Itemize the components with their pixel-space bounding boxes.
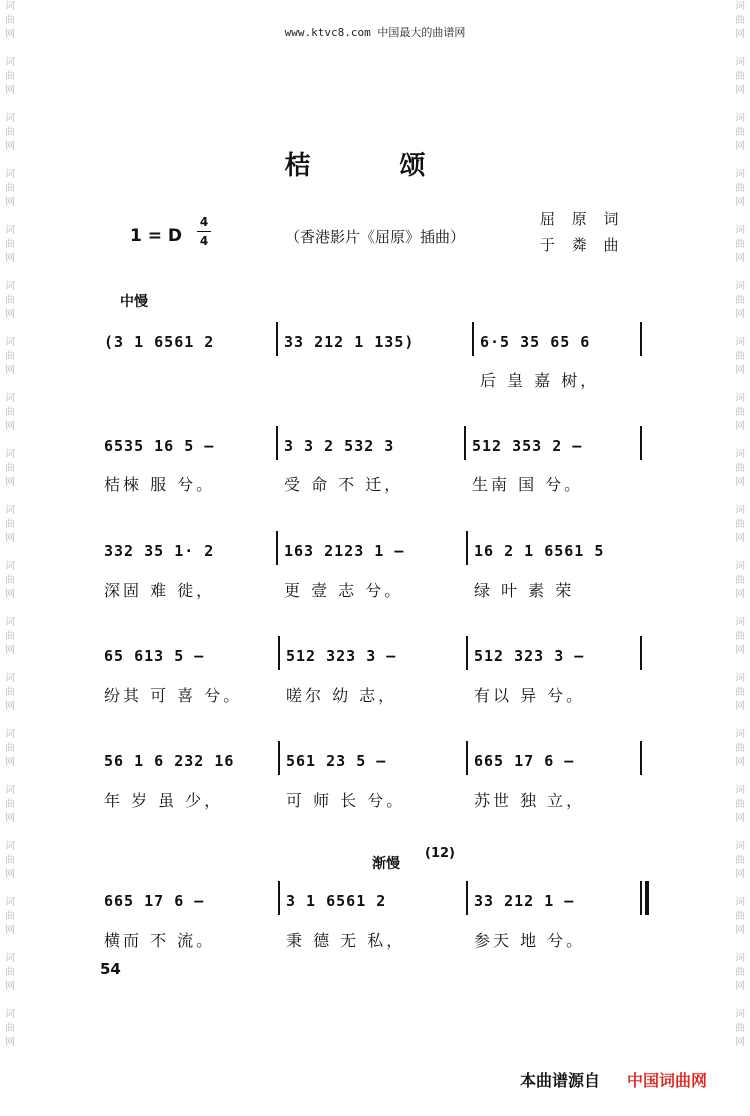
system-6-measure-1: 665 17 6 —	[104, 892, 205, 910]
system-4-measure-3: 512 323 3 —	[474, 647, 585, 665]
barline	[466, 881, 468, 915]
watermark-text: 词 曲 网	[5, 393, 15, 432]
watermark-text: 词 曲 网	[5, 337, 15, 376]
system-2-lyric-3: 生南 国 兮。	[472, 475, 584, 494]
system-3-measure-2: 163 2123 1 —	[284, 542, 405, 560]
watermark-text: 词 曲 网	[5, 281, 15, 320]
tempo-change-marking: 渐慢	[372, 856, 400, 872]
watermark-text: 词 曲 网	[5, 57, 15, 96]
system-6-lyric-2: 秉 德 无 私，	[286, 931, 406, 950]
system-5-measure-1: 56 1 6 232 16	[104, 752, 235, 770]
system-5-lyric-3: 苏世 独 立，	[474, 791, 586, 810]
rehearsal-mark: (12)	[425, 846, 455, 861]
watermark-text: 词 曲 网	[5, 673, 15, 712]
watermark-text: 词 曲 网	[5, 113, 15, 152]
final-barline-thick	[645, 881, 649, 915]
watermark-text: 词 曲 网	[735, 113, 745, 152]
system-2-lyric-1: 桔棶 服 兮。	[104, 475, 216, 494]
watermark-text: 词 曲 网	[5, 897, 15, 936]
watermark-text: 词 曲 网	[735, 281, 745, 320]
barline	[466, 636, 468, 670]
lyricist-credit: 屈 原 词	[540, 210, 625, 228]
barline	[640, 741, 642, 775]
system-5-lyric-2: 可 师 长 兮。	[286, 791, 406, 810]
watermark-text: 词 曲 网	[735, 337, 745, 376]
meter-top: 4	[199, 215, 209, 229]
system-4-lyric-1: 纷其 可 喜 兮。	[104, 686, 243, 705]
page-number: 54	[100, 960, 121, 978]
system-6-measure-2: 3 1 6561 2	[286, 892, 387, 910]
watermark-text: 词 曲 网	[5, 953, 15, 992]
system-1-measure-2: 33 212 1 135)	[284, 333, 415, 351]
system-3-lyric-3: 绿 叶 素 荣	[474, 581, 575, 600]
barline	[276, 426, 278, 460]
watermark-text: 词 曲 网	[5, 617, 15, 656]
watermark-text: 词 曲 网	[735, 673, 745, 712]
watermark-text: 词 曲 网	[5, 729, 15, 768]
watermark-text: 词 曲 网	[5, 505, 15, 544]
watermark-text: 词 曲 网	[735, 1, 745, 40]
barline	[466, 741, 468, 775]
barline	[466, 531, 468, 565]
watermark-text: 词 曲 网	[735, 617, 745, 656]
watermark-text: 词 曲 网	[735, 393, 745, 432]
barline	[640, 426, 642, 460]
watermark-text: 词 曲 网	[5, 1, 15, 40]
watermark-text: 词 曲 网	[735, 561, 745, 600]
system-6-lyric-1: 横而 不 流。	[104, 931, 216, 950]
system-1-lyric-3: 后 皇 嘉 树，	[480, 371, 600, 390]
barline	[278, 636, 280, 670]
meter-bottom: 4	[199, 234, 209, 248]
tempo-marking: 中慢	[120, 294, 148, 310]
barline	[278, 741, 280, 775]
time-signature	[197, 214, 211, 249]
system-5-lyric-1: 年 岁 虽 少，	[104, 791, 224, 810]
watermark-text: 词 曲 网	[5, 169, 15, 208]
system-2-measure-3: 512 353 2 —	[472, 437, 583, 455]
system-4-measure-2: 512 323 3 —	[286, 647, 397, 665]
barline	[640, 636, 642, 670]
watermark-text: 词 曲 网	[735, 225, 745, 264]
system-4-lyric-3: 有以 异 兮。	[474, 686, 586, 705]
watermark-text: 词 曲 网	[735, 897, 745, 936]
watermark-text: 词 曲 网	[735, 785, 745, 824]
barline	[464, 426, 466, 460]
system-3-lyric-2: 更 壹 志 兮。	[284, 581, 404, 600]
barline	[278, 881, 280, 915]
barline	[640, 322, 642, 356]
system-1-measure-3: 6·5 35 65 6	[480, 333, 591, 351]
system-5-measure-3: 665 17 6 —	[474, 752, 575, 770]
footer-site-link[interactable]: 中国词曲网	[627, 1071, 708, 1090]
song-subtitle: （香港影片《屈原》插曲）	[285, 228, 466, 246]
watermark-text: 词 曲 网	[735, 449, 745, 488]
system-2-measure-2: 3 3 2 532 3	[284, 437, 395, 455]
watermark-text: 词 曲 网	[5, 225, 15, 264]
final-barline-thin	[640, 881, 642, 915]
system-6-measure-3: 33 212 1 —	[474, 892, 575, 910]
system-5-measure-2: 561 23 5 —	[286, 752, 387, 770]
barline	[276, 322, 278, 356]
song-title: 桔 颂	[284, 151, 466, 181]
system-3-lyric-1: 深固 难 徙，	[104, 581, 216, 600]
system-3-measure-1: 332 35 1· 2	[104, 542, 215, 560]
site-header: www.ktvc8.com 中国最大的曲谱网	[284, 26, 466, 39]
watermark-text: 词 曲 网	[735, 841, 745, 880]
watermark-text: 词 曲 网	[5, 841, 15, 880]
watermark-text: 词 曲 网	[735, 169, 745, 208]
system-6-lyric-3: 参天 地 兮。	[474, 931, 586, 950]
watermark-text: 词 曲 网	[5, 561, 15, 600]
barline	[472, 322, 474, 356]
watermark-text: 词 曲 网	[5, 1009, 15, 1048]
barline	[276, 531, 278, 565]
watermark-text: 词 曲 网	[5, 449, 15, 488]
system-2-measure-1: 6535 16 5 —	[104, 437, 215, 455]
system-1-measure-1: (3 1 6561 2	[104, 333, 215, 351]
watermark-text: 词 曲 网	[735, 57, 745, 96]
watermark-text: 词 曲 网	[5, 785, 15, 824]
watermark-text: 词 曲 网	[735, 505, 745, 544]
watermark-text: 词 曲 网	[735, 729, 745, 768]
watermark-text: 词 曲 网	[735, 953, 745, 992]
key-signature: 1 = D	[130, 226, 183, 246]
watermark-text: 词 曲 网	[735, 1009, 745, 1048]
system-4-lyric-2: 嗟尔 幼 志，	[286, 686, 398, 705]
footer-source-label: 本曲谱源自	[520, 1071, 601, 1090]
system-4-measure-1: 65 613 5 —	[104, 647, 205, 665]
system-3-measure-3: 16 2 1 6561 5	[474, 542, 605, 560]
system-2-lyric-2: 受 命 不 迁，	[284, 475, 404, 494]
composer-credit: 于 粦 曲	[540, 236, 625, 254]
